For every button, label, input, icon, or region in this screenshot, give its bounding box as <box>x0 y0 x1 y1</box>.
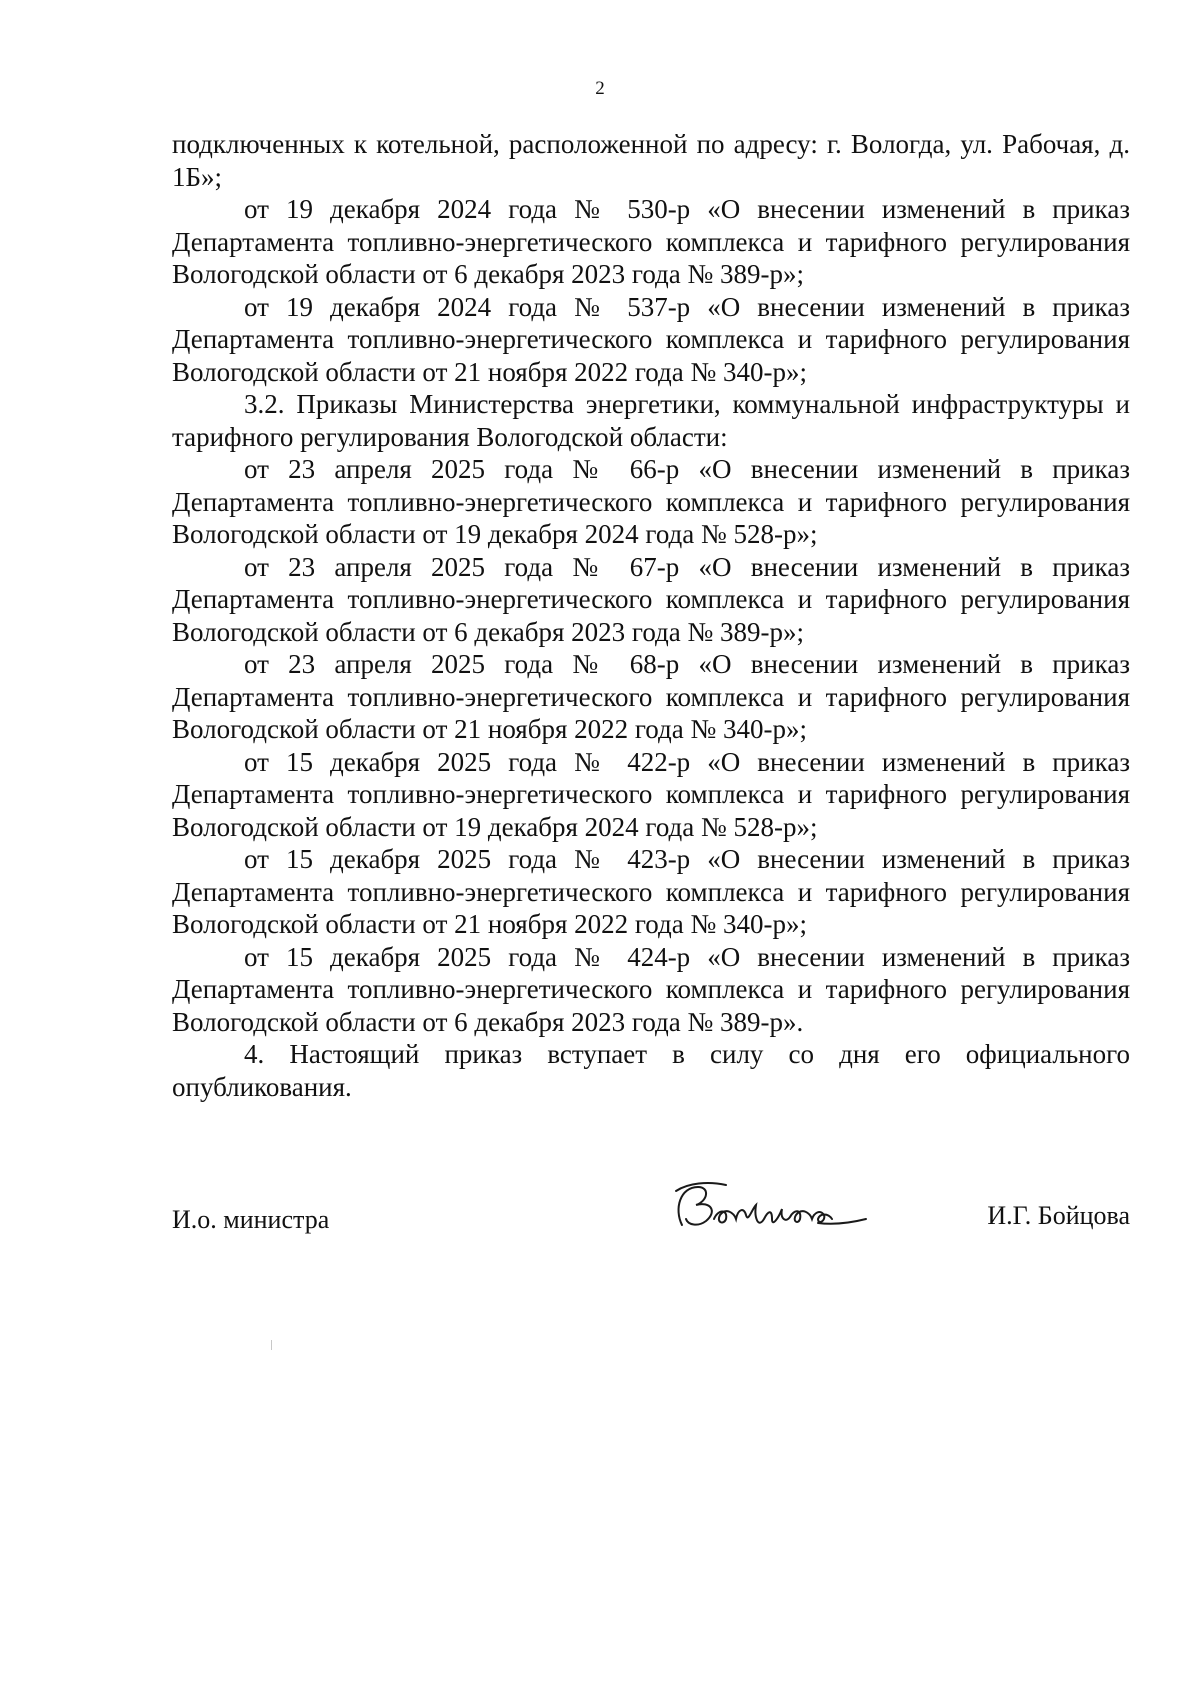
page-number: 2 <box>595 78 605 99</box>
paragraph-order-68: от 23 апреля 2025 года № 68-р «О внесении изменений в приказ Департамента топливно-энергетического комплекса и тарифного регулирования Вологодской области от 21 ноября 2022 года № 340-р»; <box>172 649 1130 744</box>
paragraph-order-423: от 15 декабря 2025 года № 423-р «О внесении изменений в приказ Департамента топливно-энергетического комплекса и тарифного регулирования Вологодской области от 21 ноября 2022 года № 340-р»; <box>172 844 1130 939</box>
signatory-name: И.Г. Бойцова <box>987 1201 1130 1230</box>
signature-block <box>172 1195 1130 1255</box>
paragraph-order-66: от 23 апреля 2025 года № 66-р «О внесении изменений в приказ Департамента топливно-энергетического комплекса и тарифного регулирования Вологодской области от 19 декабря 2024 года № 528-р»; <box>172 454 1130 549</box>
paragraph-order-537: от 19 декабря 2024 года № 537-р «О внесении изменений в приказ Департамента топливно-энергетического комплекса и тарифного регулирования Вологодской области от 21 ноября 2022 года № 340-р»; <box>172 291 1130 387</box>
paragraph-order-67: от 23 апреля 2025 года № 67-р «О внесении изменений в приказ Департамента топливно-энергетического комплекса и тарифного регулирования Вологодской области от 6 декабря 2023 года № 389-р»; <box>172 551 1130 647</box>
paragraph-continuation: подключенных к котельной, расположенной по адресу: г. Вологда, ул. Рабочая, д. 1Б»; <box>172 129 1130 192</box>
handwritten-signature <box>668 1179 878 1249</box>
signatory-position: И.о. министра <box>172 1205 330 1234</box>
paragraph-section-3-2: 3.2. Приказы Министерства энергетики, коммунальной инфраструктуры и тарифного регулирования Вологодской области: <box>172 389 1130 452</box>
paragraph-effective-date: 4. Настоящий приказ вступает в силу со дня его официального опубликования. <box>172 1039 1130 1102</box>
scan-artifact <box>271 1340 272 1350</box>
document-body <box>172 128 1130 1103</box>
paragraph-order-530: от 19 декабря 2024 года № 530-р «О внесении изменений в приказ Департамента топливно-энергетического комплекса и тарифного регулирования Вологодской области от 6 декабря 2023 года № 389-р»; <box>172 194 1130 289</box>
paragraph-order-424: от 15 декабря 2025 года № 424-р «О внесении изменений в приказ Департамента топливно-энергетического комплекса и тарифного регулирования Вологодской области от 6 декабря 2023 года № 389-р». <box>172 941 1130 1037</box>
paragraph-order-422: от 15 декабря 2025 года № 422-р «О внесении изменений в приказ Департамента топливно-энергетического комплекса и тарифного регулирования Вологодской области от 19 декабря 2024 года № 528-р»; <box>172 746 1130 842</box>
